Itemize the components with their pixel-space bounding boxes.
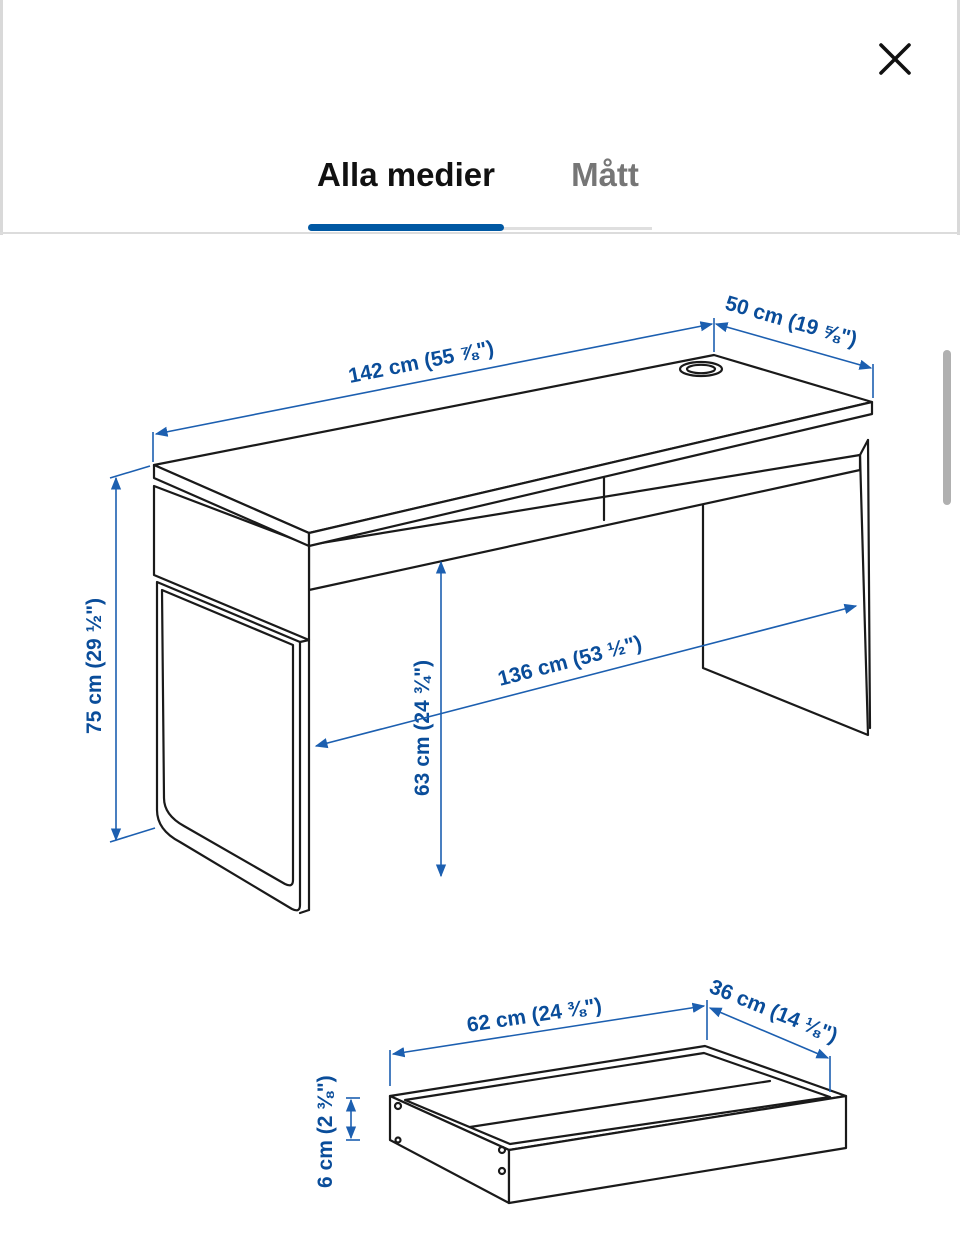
desk-width-label: 142 cm (55 ⅞") (346, 336, 496, 388)
drawer-height-label: 6 cm (2 ⅜") (314, 1075, 337, 1188)
desk-height-label: 75 cm (29 ½") (83, 597, 106, 734)
tab-all-media[interactable]: Alla medier (317, 156, 495, 193)
tab-dimensions[interactable]: Mått (571, 156, 639, 193)
drawer-illustration (390, 1046, 846, 1203)
desk-illustration (154, 355, 872, 913)
drawer-depth-label: 36 cm (14 ⅛") (706, 975, 841, 1048)
desk-depth-label: 50 cm (19 ⅝") (722, 291, 860, 352)
drawer-width-label: 62 cm (24 ⅜") (465, 994, 604, 1037)
desk-clearance-height-label: 63 cm (24 ¾") (411, 659, 434, 796)
desk-clearance-width-label: 136 cm (53 ½") (495, 631, 645, 691)
desk-left-leg (157, 582, 300, 910)
